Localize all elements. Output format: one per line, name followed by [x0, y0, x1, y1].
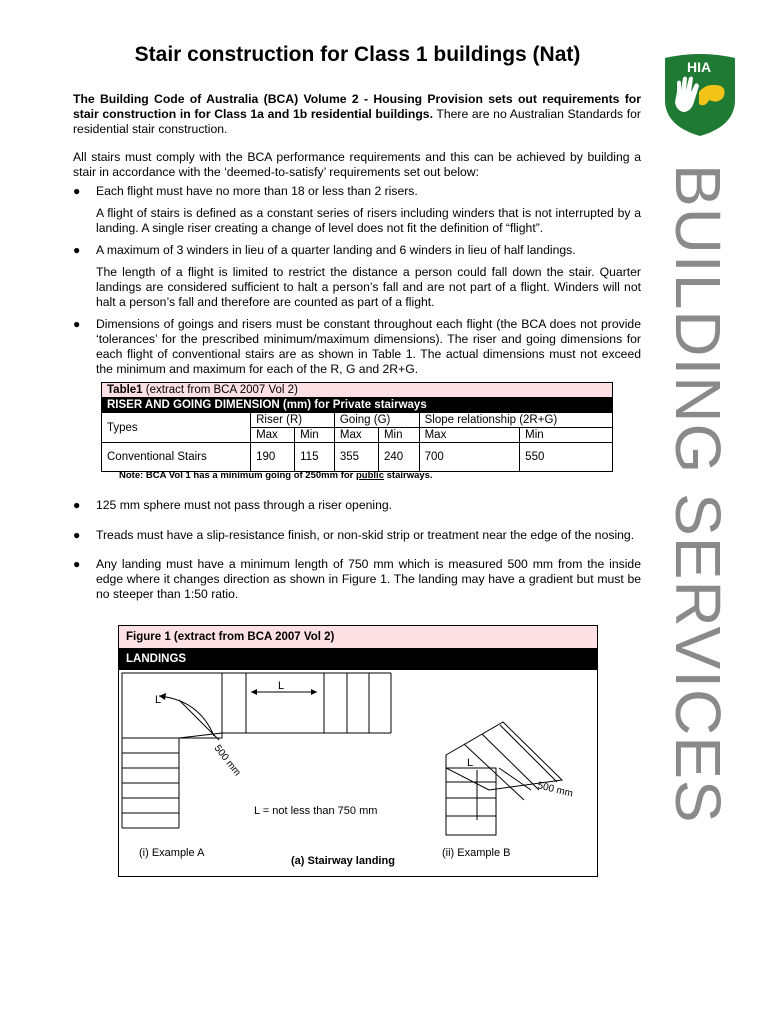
riser-group: Riser (R): [251, 413, 335, 428]
building-services-banner: BUILDING SERVICES: [662, 164, 734, 824]
table-cell: 355: [334, 443, 378, 472]
example-b-label: (ii) Example B: [442, 847, 511, 859]
page-title: Stair construction for Class 1 buildings (Nat): [134, 43, 581, 66]
dimension-table: [101, 382, 613, 472]
bullet-detail: A flight of stairs is defined as a constant series of risers including winders that is not interrupted by a landing. A single riser creating a change of level does not fit the definition of “flight”.: [96, 206, 641, 235]
bullet-item: ● Treads must have a slip-resistance finish, or non-skid strip or treatment near the edge of the nosing.: [73, 528, 635, 542]
subheader-cell: Min: [295, 428, 335, 443]
subheader-cell: Max: [419, 428, 520, 443]
bullet-detail: The length of a flight is limited to restrict the distance a person could fall down the stair. Quarter landings are considered sufficient to halt a person’s fall and are not part of a flight. Winders will not halt a person’s fall and therefore are counted as part of a flight.: [96, 265, 641, 309]
table-cell: 240: [378, 443, 419, 472]
bullet-item: ● Any landing must have a minimum length of 750 mm which is measured 500 mm from the inside edge where it changes direction as shown in Figure 1. The landing may have a gradient but must be no steeper than 1:50 ratio.: [73, 557, 641, 601]
intro-bold: The Building Code of Australia (BCA) Volume 2 - Housing Provision sets out requirements for stair construction in for Class 1a and 1b residential buildings.: [73, 92, 641, 121]
slope-group: Slope relationship (2R+G): [419, 413, 612, 428]
bullet-item: ● 125 mm sphere must not pass through a riser opening.: [73, 498, 393, 512]
figure-caption: Figure 1 (extract from BCA 2007 Vol 2): [119, 626, 597, 648]
bullet-text: A maximum of 3 winders in lieu of a quarter landing and 6 winders in lieu of half landings.: [96, 243, 576, 257]
subheader-cell: Min: [378, 428, 419, 443]
subheader-cell: Max: [334, 428, 378, 443]
table-cell: 550: [520, 443, 613, 472]
bullet-item: ● Each flight must have no more than 18 or less than 2 risers.: [73, 184, 418, 198]
logo-text: HIA: [687, 59, 712, 75]
landing-diagram: [119, 670, 597, 875]
types-label: Types: [102, 413, 251, 443]
figure-header: LANDINGS: [119, 648, 597, 670]
table-cell: 115: [295, 443, 335, 472]
length-label: L: [467, 757, 474, 769]
example-a-label: (i) Example A: [139, 847, 205, 859]
hia-logo: [661, 52, 739, 136]
table-caption: Table1 (extract from BCA 2007 Vol 2): [102, 383, 613, 398]
table-note: Note: BCA Vol 1 has a minimum going of 250mm for public stairways.: [119, 470, 433, 481]
length-label: L: [277, 680, 285, 692]
table-cell: 190: [251, 443, 295, 472]
length-label: L: [155, 694, 162, 706]
document-body-2: [73, 498, 641, 602]
intro-normal: There are no Australian Standards for residential stair construction.: [73, 107, 641, 136]
subheader-cell: Max: [251, 428, 295, 443]
figure-landings: [118, 625, 598, 877]
dimension-500: 500 mm: [536, 780, 574, 800]
going-group: Going (G): [334, 413, 419, 428]
document-body: [73, 92, 641, 377]
length-rule: L = not less than 750 mm: [254, 805, 378, 817]
dimension-500: 500 mm: [211, 743, 243, 779]
intro-paragraph: [73, 92, 641, 137]
row-label: Conventional Stairs: [102, 443, 251, 472]
bullet-text: Each flight must have no more than 18 or less than 2 risers.: [96, 184, 418, 198]
figure-subtitle: (a) Stairway landing: [291, 855, 395, 867]
bullet-item: ● A maximum of 3 winders in lieu of a quarter landing and 6 winders in lieu of half landings.: [73, 243, 576, 257]
bullet-item: ● Dimensions of goings and risers must be constant throughout each flight (the BCA does not provide ‘tolerances’ for the prescribed minimum/maximum dimensions). The riser and going dimensions for each flight of conventional stairs are as shown in Table 1. The actual dimensions must not exceed the minimum and maximum for each of the R, G and 2R+G.: [73, 317, 641, 376]
subheader-cell: Min: [520, 428, 613, 443]
table-cell: 700: [419, 443, 520, 472]
bullet-text: Dimensions of goings and risers must be constant throughout each flight (the BCA does not provide ‘tolerances’ for the prescribed minimum/maximum dimensions). The riser and going dimensions for each flight of conventional stairs are as shown in Table 1. The actual dimensions must not exceed the minimum and maximum for each of the R, G and 2R+G.: [96, 317, 641, 376]
requirements-paragraph: All stairs must comply with the BCA performance requirements and this can be achieved by building a stair in accordance with the ‘deemed-to-satisfy’ requirements set out below:: [73, 150, 641, 179]
table-header: RISER AND GOING DIMENSION (mm) for Private stairways: [102, 398, 613, 413]
